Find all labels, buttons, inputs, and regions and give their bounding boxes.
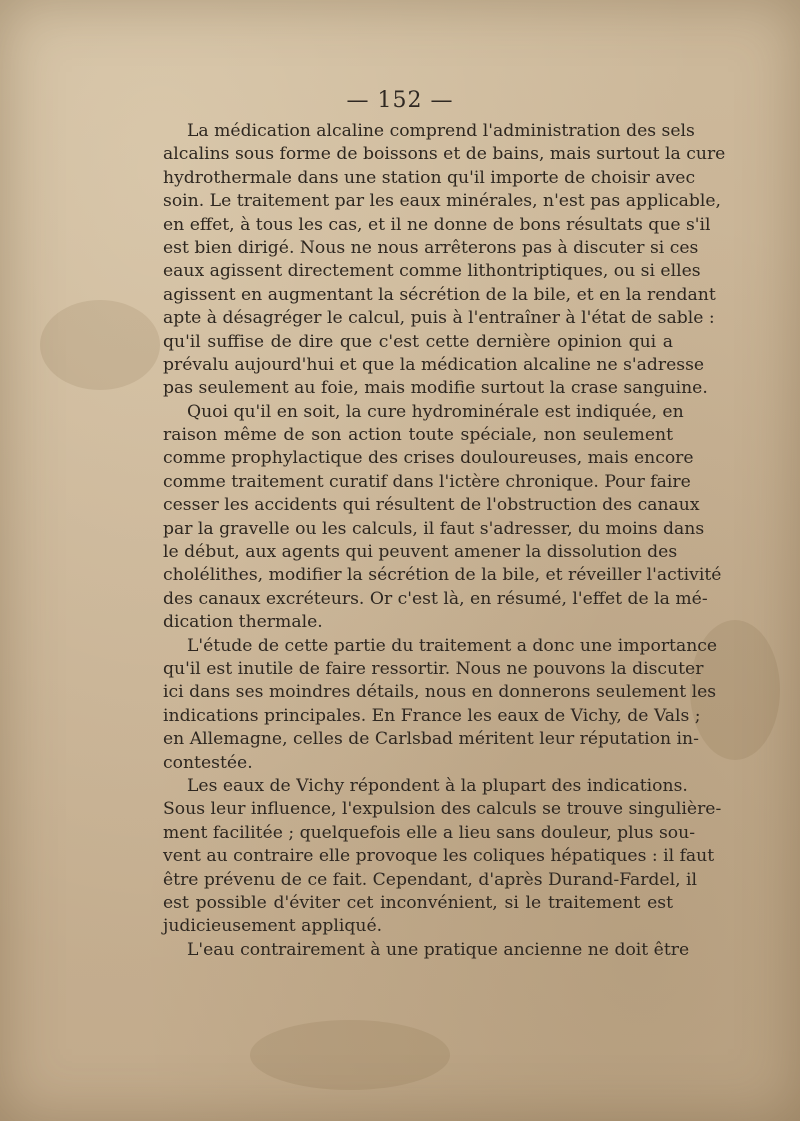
text-line: en effet, à tous les cas, et il ne donne de bons résultats que s'il xyxy=(163,214,711,235)
text-line: est possible d'éviter cet inconvénient, si le traitement est xyxy=(163,892,673,913)
text-line: qu'il suffise de dire que c'est cette dernière opinion qui a xyxy=(163,331,673,352)
body-text xyxy=(163,120,726,962)
text-line: Sous leur influence, l'expulsion des calculs se trouve singulière- xyxy=(163,799,722,820)
text-line: qu'il est inutile de faire ressortir. Nous ne pouvons la discuter xyxy=(163,658,704,679)
text-line: par la gravelle ou les calculs, il faut s'adresser, du moins dans xyxy=(163,518,705,539)
text-line: soin. Le traitement par les eaux minérales, n'est pas applicable, xyxy=(163,191,721,212)
text-line: le début, aux agents qui peuvent amener la dissolution des xyxy=(163,542,678,563)
text-line: apte à désagréger le calcul, puis à l'entraîner à l'état de sable : xyxy=(163,308,715,329)
text-line: comme prophylactique des crises douloureuses, mais encore xyxy=(163,448,694,469)
text-line: cholélithes, modifier la sécrétion de la bile, et réveiller l'activité xyxy=(163,565,722,586)
text-line: dication thermale. xyxy=(163,612,323,633)
text-line: hydrothermale dans une station qu'il importe de choisir avec xyxy=(163,167,696,188)
text-line: Les eaux de Vichy répondent à la plupart des indications. xyxy=(187,775,688,796)
text-line: L'étude de cette partie du traitement a donc une importance xyxy=(187,635,718,656)
text-line: cesser les accidents qui résultent de l'obstruction des canaux xyxy=(163,495,700,516)
text-line: comme traitement curatif dans l'ictère chronique. Pour faire xyxy=(163,471,691,492)
text-line: eaux agissent directement comme lithontriptiques, ou si elles xyxy=(163,261,701,282)
text-line: contestée. xyxy=(163,752,253,773)
text-line: raison même de son action toute spéciale, non seulement xyxy=(163,425,673,446)
text-line: est bien dirigé. Nous ne nous arrêterons pas à discuter si ces xyxy=(163,237,699,258)
text-line: indications principales. En France les eaux de Vichy, de Vals ; xyxy=(163,705,701,726)
text-line: ment facilitée ; quelquefois elle a lieu sans douleur, plus sou- xyxy=(163,822,696,843)
text-line: alcalins sous forme de boissons et de bains, mais surtout la cure xyxy=(163,144,726,165)
text-line: être prévenu de ce fait. Cependant, d'après Durand-Fardel, il xyxy=(163,869,698,890)
text-line: prévalu aujourd'hui et que la médication alcaline ne s'adresse xyxy=(163,354,705,375)
text-line: judicieusement appliqué. xyxy=(163,916,383,937)
text-line: Quoi qu'il en soit, la cure hydrominérale est indiquée, en xyxy=(187,401,684,422)
paper-stain xyxy=(40,300,160,390)
text-line: en Allemagne, celles de Carlsbad méritent leur réputation in- xyxy=(163,729,699,750)
text-line: L'eau contrairement à une pratique ancienne ne doit être xyxy=(187,939,690,960)
page-number: — 152 — xyxy=(346,88,454,113)
text-line: ici dans ses moindres détails, nous en donnerons seulement les xyxy=(163,682,717,703)
text-line: vent au contraire elle provoque les coliques hépatiques : il faut xyxy=(163,846,715,867)
text-line: La médication alcaline comprend l'administration des sels xyxy=(187,121,695,141)
text-line: des canaux excréteurs. Or c'est là, en résumé, l'effet de la mé- xyxy=(163,588,708,609)
paper-stain xyxy=(250,1020,450,1090)
text-line: agissent en augmentant la sécrétion de la bile, et en la rendant xyxy=(163,284,716,305)
text-line: pas seulement au foie, mais modifie surtout la crase sanguine. xyxy=(163,378,708,399)
